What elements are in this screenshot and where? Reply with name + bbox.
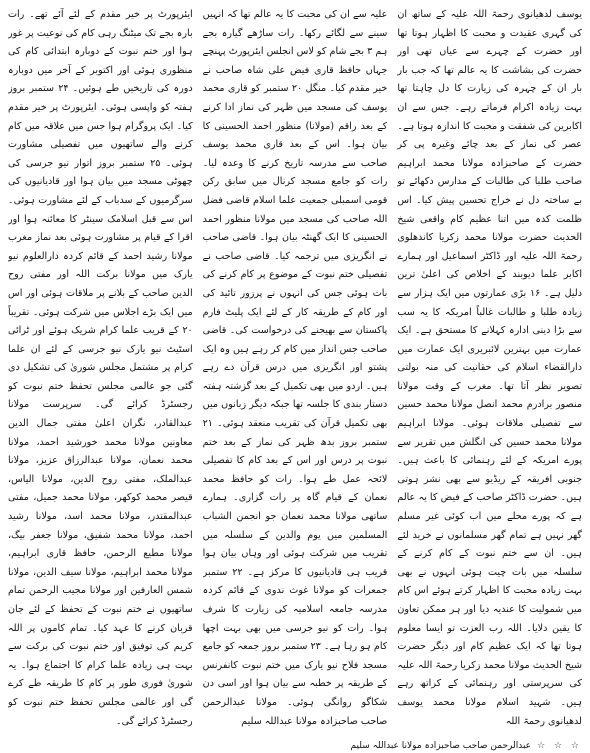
footer-stars: ☆ ☆ ☆ [537, 741, 582, 751]
column-right-text: یوسف لدھیانوی رحمۃ اللہ علیہ کے ساتھ ان کی گہری عقیدت و محبت کا اظہار ہوتا تھا اور حضرت کے چہرے سے عیاں تھی اور حضرت کی بشاشت کا یہ عالم تھا کہ جب بار بار ان کے چہرہ کی زیارت کا دل چاہتا تھا بہت زیادہ اکرام فرماتے رہے۔ جس سے ان اکابرین کی شفقت و محبت کا اندازہ ہوتا ہے۔ عصر کی نماز کے بعد چائے وغیرہ پی کر حضرت کے صاحبزادہ مولانا محمد ابراہیم صاحب طلبا کی طالبات کے مدارس دکھائے تو بے ساختہ دل نے خراج تحسین پیش کیا۔ اس ظلمت کدہ میں اتنا عظیم کام واقعی شیخ الحدیث حضرت مولانا محمد زکریا کاندھلوی رحمۃ اللہ علیہ اور ڈاکٹر اسماعیل اور ہمارے اکابر علما دیوبند کے اخلاص کی اعلیٰ ترین دلیل ہے۔ ۱۶ بڑی عمارتوں میں ایک ہزار سے زیادہ طلبا و طالبات غالباً امریکہ کا یہ سب سے بڑا دینی ادارہ کہلانے کا مستحق ہے۔ ایک عمارت میں بہترین لائبریری ایک عمارت میں دارالقضاء اسلام کی حقانیت کی منہ بولتی تصویر نظر آتا تھا۔ مغرب کے وقت مولانا منصور برادرم محمد انصل مولانا محمد حسین سے تفصیلی ملاقات ہوئی۔ مولانا ابراہیم مولانا محمد حسین کی انگلش میں تقریر سے پورے امریکہ کے لئے رہنمائی کا باعث ہیں۔ جنوبی افریقہ کے ریڈیو سے بھی نشر ہوتی ہیں۔ حضرت ڈاکٹر صاحب کے فیض کا یہ عالم ہے کہ پورے محلے میں اب کوئی غیر مسلم گھر نہیں ہے تمام گھر مسلمانوں نے خرید لئے ہیں۔ ان سے ختم نبوت کے کام کرنے کے سلسلہ میں بات چیت ہوئی انہوں نے بھی بہت زیادہ محبت کا اظہار کرتے ہوئے اس کام میں شمولیت کا عندیہ دیا اور ہر ممکن تعاون کا یقین دلایا۔ اللہ رب العزت تو ایسا معلوم ہوتا تھا کہ ایک عظیم کام اور دیگر حضرت شیخ الحدیث مولانا محمد زکریا رحمۃ اللہ علیہ کی سرپرستی اور رہنمائی کے کراتھ رہے ہیں۔ شہید اسلام مولانا محمد یوسف لدھیانوی رحمۃ اللہ [397, 9, 582, 727]
footer-names: عبدالرحمن صاحب صاحبزادہ مولانا عبداللہ سلیم [350, 741, 532, 751]
column-left [8, 6, 193, 735]
column-middle [203, 6, 388, 735]
column-right [397, 6, 582, 735]
column-left-text: ایئرپورٹ پر خیر مقدم کے لئے آئے تھے۔ رات بارہ بجے تک میٹنگ رہی کام کی نوعیت پر غور ہوا اور ختم نبوت کے دوبارہ ابتدائی کام کی منظوری ہوئی اور اکتوبر کے آخر میں دوبارہ دورہ کی تاریخیں طے ہوئیں۔ ۲۴ ستمبر بروز ہفتہ کو واپسی ہوئی۔ ایئرپورٹ پر خیر مقدم کیا۔ ایک پروگرام ہوا جس میں علاقہ میں کام کرنے والے ساتھیوں میں تفصیلی مشاورت ہوئی۔ ۲۵ ستمبر بروز اتوار نیو جرسی کی چھوٹی مسجد میں بیان ہوا اور قادیانیوں کی سرگرمیوں کے سدباب کے لئے مشاورت ہوئی۔ اس سے قبل اسلامک سینٹر کا معائنہ ہوا اور اقرا کے قیام پر مشاورت ہوئی بعد نماز مغرب مولانا رشید احمد کے قائم کردہ دارالعلوم نیو یارک میں مولانا برکت اللہ اور مفتی روح الدین صاحب کے بلانے پر ملاقات ہوئی اور اس میں ایک بڑے اجلاس میں شرکت ہوئی۔ تقریباً ۲۰ کے قریب علما کرام شریک ہوئے اور ٹرائی اسٹیٹ نیو یارک نیو جرسی کے لئے ان علما کرام پر مشتمل مجلس شوریٰ کی تشکیل دی گئی جو عالمی مجلس تحفظ ختم نبوت کو رجسٹرڈ کرائے گی۔ سرپرست مولانا عبدالقادر، نگران اعلیٰ مفتی جمال الدین معاونین مولانا محمد خورشید احمد، مولانا محمد نعمان، مولانا عبدالرزاق عزیز، مولانا عبدالملک، مفتی روح الدین، مولانا الیاس، قیصر محمد کوکھر، مولانا محمد جمیل، مفتی عبدالمقتدر، مولانا محمد اسد، مولانا رشید احمد، مولانا محمد شفیق، مولانا جعفر بیگ، مولانا مطیع الرحمن، حافظ قاری ابراہیم، مولانا محمد ابراہیم، مولانا سیف الدین، مولانا شمس العارفین اور مولانا مجیب الرحمن تمام ساتھیوں نے ختم نبوت کے تحفظ کے لئے جان قربان کرنے کا عہد کیا۔ تمام کاموں پر اللہ کریم کی توفیق اور ختم نبوت کی برکت سے بہت ہی زیادہ علما کرام کا اجتماع ہوا۔ یہ شوریٰ فوری طور پر کام کا طریقہ طے کرے گی اور عالمی مجلس تحفظ ختم نبوت کو رجسٹرڈ کرائے گی۔ [7, 9, 193, 727]
column-middle-text: علیہ سے ان کی محبت کا یہ عالم تھا کہ انہیں سینے سے لگائے رکھا۔ رات ساڑھے گیارہ بجے ہم ۳ بجے شام کو لاس انجلس ایئرپورٹ پہنچے جہاں حافظ قاری فیض علی شاہ صاحب نے خیر مقدم کیا۔ منگل ۲۰ ستمبر کو قاری محمد یوسف کی مسجد میں ظہر کی نماز ادا کرنے کے بعد راقم (مولانا) منظور احمد الحسینی کا بیان ہوا۔ اس کے بعد قاری محمد یوسف صاحب سے مدرسہ تاریخ کرنے کا وعدہ لیا۔ رات کو جامع مسجد کرنال میں سابق رکن قومی اسمبلی جمعیت علما اسلام قاضی فضل اللہ صاحب کی مسجد میں مولانا منظور احمد الحسینی کا ایک گھنٹہ بیان ہوا۔ قاضی صاحب نے انگریزی میں ترجمہ کیا۔ قاضی صاحب نے تفصیلی ختم نبوت کے موضوع پر کام کرنے کی بات ہوئی جس کی انہوں نے پرزور تائید کی اور کام کے طریقہ کار کے لئے ایک پلیٹ فارم پاکستان سے بھیجنے کی درخواست کی۔ قاضی صاحب جس انداز میں کام کر رہے ہیں وہ ایک پشتو اور انگریزی میں درس قرآن دے رہے ہیں۔ اردو میں بھی تکمیل کے بعد گزشتہ ہفتہ دستار بندی کا جلسہ تھا جبکہ دیگر زبانوں میں بھی تکمیل قرآن کی تقریب منعقد ہوئی۔ ۲۱ ستمبر بروز بدھ ظہر کی نماز کے بعد ختم نبوت پر درس اور اس کے بعد کام کا تفصیلی لائحہ عمل طے ہوا۔ رات کو حافظ محمد نعمان کے قیام گاہ پر رات گزاری۔ ہمارے ساتھی مولانا محمد نعمان جو انجمن الشباب المسلمین میں یوم والدین کے سلسلہ میں تقریب میں شرکت ہوئی اور وہاں بیان ہوا قریب ہی قادیانیوں کا مرکز ہے۔ ۲۲ ستمبر جمعرات کو مولانا غوث ندوی کے قائم کردہ مدرسہ جامعہ اسلامیہ کی زیارت کا شرف ہوا۔ رات کو نیو جرسی میں بھی بہت اچھا کام ہو رہا ہے۔ ۲۳ ستمبر بروز جمعہ کو جامع مسجد فلاح نیو یارک میں ختم نبوت کانفرنس کے طریقہ پر خطبہ سے بیان ہوا اور اسی دن شکاگو روانگی ہوئی۔ مولانا عبدالرحمن صاحب صاحبزادہ مولانا عبداللہ سلیم [202, 9, 388, 727]
text-columns [8, 6, 582, 735]
page-footer [8, 741, 582, 751]
